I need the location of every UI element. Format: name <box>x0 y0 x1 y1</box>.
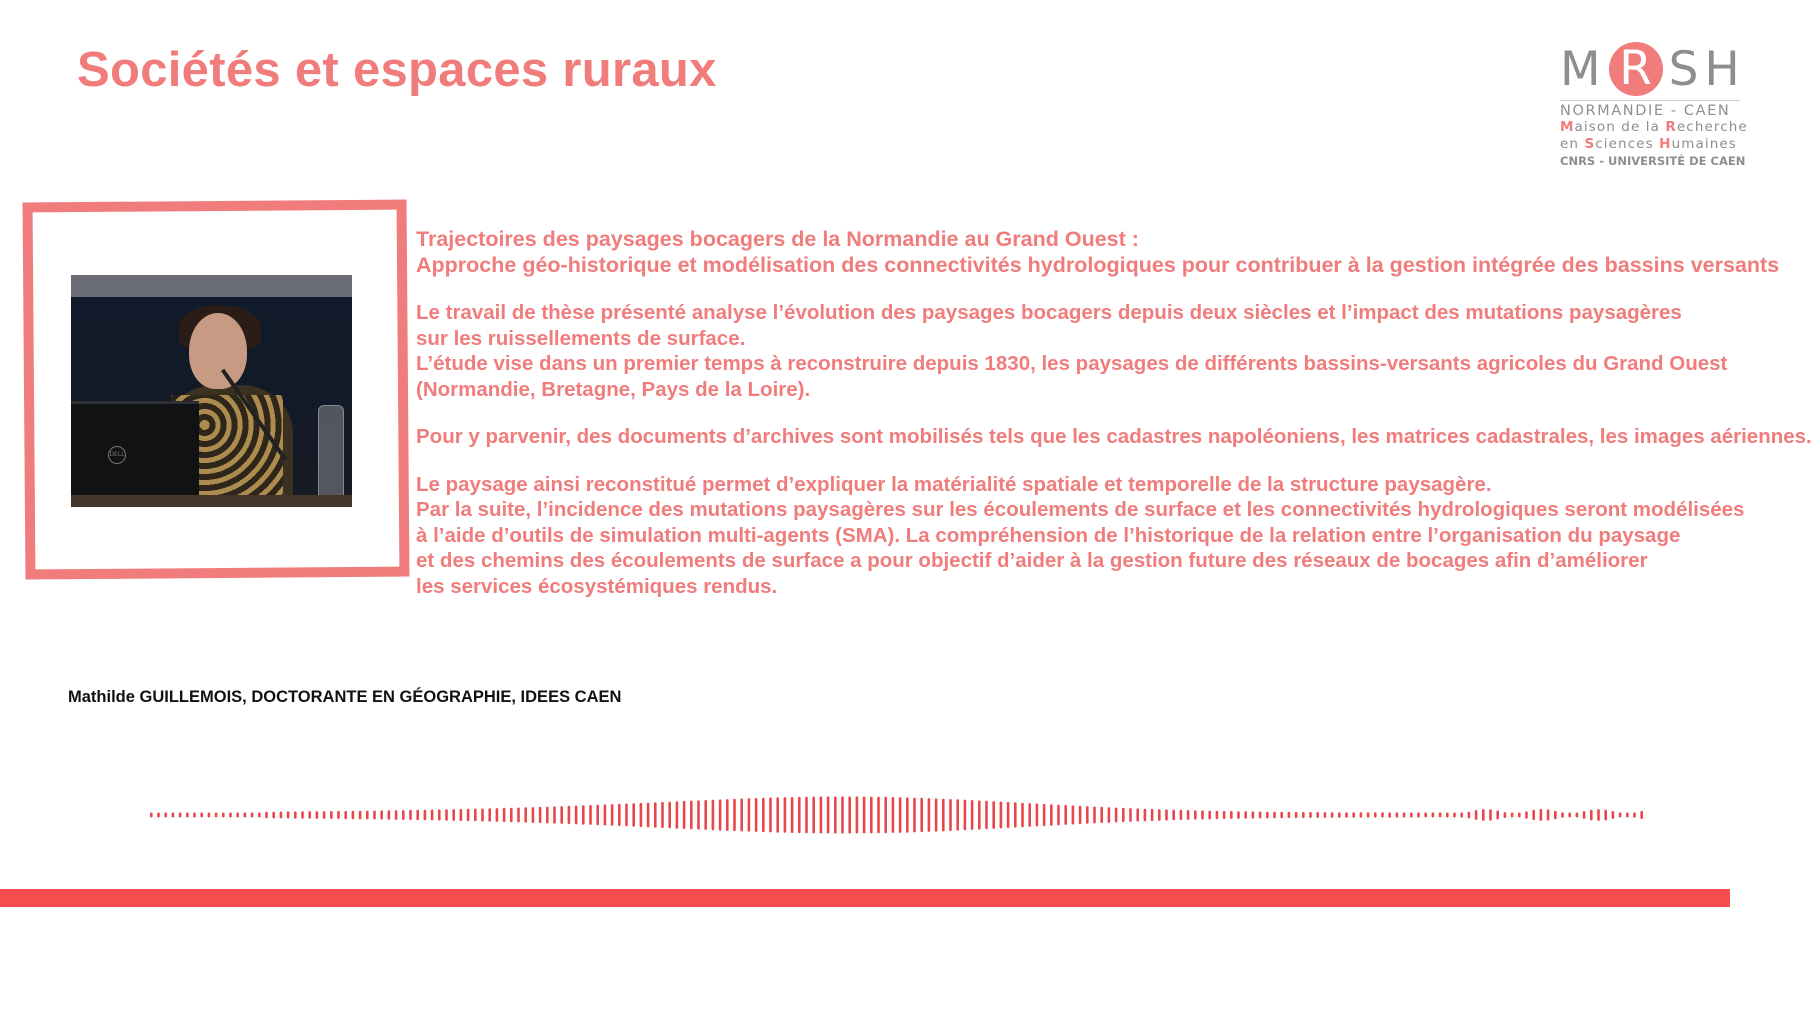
waveform-bar <box>1158 809 1161 821</box>
waveform-bar <box>481 809 484 822</box>
waveform-bar <box>344 811 347 819</box>
waveform-bar <box>1424 812 1427 817</box>
waveform-bar <box>1064 805 1067 825</box>
waveform-bar <box>1403 812 1406 817</box>
waveform-bar <box>1172 810 1175 821</box>
waveform-bar <box>539 807 542 823</box>
paragraph-line: à l’aide d’outils de simulation multi-agents (SMA). La compréhension de l’historique de la relation entre l’organisation du paysage <box>416 523 1681 547</box>
waveform-bar <box>1288 812 1291 818</box>
waveform-bar <box>503 808 506 822</box>
waveform-bar <box>1144 809 1147 822</box>
waveform-bar <box>1136 808 1139 821</box>
paragraph-2 <box>416 424 1812 450</box>
waveform-bar <box>654 802 657 828</box>
waveform-bar <box>1345 812 1348 818</box>
waveform-bar <box>1187 810 1190 820</box>
waveform-bar <box>445 809 448 821</box>
waveform-bar <box>719 799 722 830</box>
waveform-bar <box>222 813 225 818</box>
waveform-bar <box>1367 812 1370 817</box>
waveform-bar <box>640 803 643 827</box>
waveform-bar <box>1050 804 1053 826</box>
waveform-bar <box>877 797 880 834</box>
waveform-bar <box>740 799 743 832</box>
waveform-bar <box>892 797 895 833</box>
waveform-bar <box>956 799 959 830</box>
waveform-bar <box>1007 802 1010 828</box>
waveform-bar <box>791 797 794 833</box>
waveform-bar <box>978 800 981 829</box>
logo-line-2: en Sciences Humaines <box>1560 136 1737 152</box>
logo-line-1: Maison de la Recherche <box>1560 119 1748 135</box>
logo-r-circle: R <box>1609 42 1663 96</box>
speaker-caption: Mathilde GUILLEMOIS, DOCTORANTE EN GÉOGRAPHIE, IDEES CAEN <box>68 688 622 706</box>
waveform-bar <box>949 799 952 831</box>
waveform-bar <box>1086 806 1089 824</box>
waveform-bar <box>460 809 463 821</box>
waveform-bar <box>1482 809 1485 821</box>
waveform-bar <box>1439 812 1442 817</box>
waveform-bar <box>424 810 427 821</box>
waveform-bar <box>1554 811 1557 820</box>
waveform-bar <box>416 810 419 820</box>
waveform-bar <box>683 801 686 829</box>
waveform-bar <box>1388 812 1391 817</box>
waveform-bar <box>632 803 635 827</box>
waveform-bar <box>848 796 851 833</box>
waveform-bar <box>697 800 700 829</box>
waveform-bar <box>1410 812 1413 817</box>
waveform-bar <box>200 813 203 818</box>
paragraph-line: sur les ruissellements de surface. <box>416 326 746 350</box>
waveform-bar <box>517 808 520 823</box>
waveform-bar <box>352 811 355 820</box>
waveform-bar <box>661 802 664 828</box>
paragraph-line: Pour y parvenir, des documents d’archives sont mobilisés tels que les cadastres napoléoniens, les matrices cadastrales, les images aériennes. <box>416 425 1812 448</box>
waveform-bar <box>431 810 434 821</box>
waveform-bar <box>1597 809 1600 821</box>
waveform-bar <box>964 800 967 831</box>
waveform-bar <box>913 798 916 833</box>
waveform-bar <box>1511 813 1514 818</box>
waveform-bar <box>575 806 578 825</box>
waveform-bar <box>1093 807 1096 824</box>
paragraph-1 <box>416 300 1812 402</box>
waveform-bar <box>928 798 931 832</box>
waveform-bar <box>294 811 297 818</box>
waveform-bar <box>1324 812 1327 818</box>
waveform-bar <box>359 811 362 820</box>
waveform-bar <box>748 798 751 832</box>
logo-subtitle: NORMANDIE - CAEN <box>1560 100 1740 119</box>
waveform-bar <box>208 813 211 818</box>
paragraph-line: et des chemins des écoulements de surface a pour objectif d’aider à la gestion future des réseaux de bocages afin d’améliorer <box>416 549 1648 572</box>
logo-footer: CNRS - UNIVERSITÉ DE CAEN <box>1560 154 1746 168</box>
waveform-bar <box>1460 813 1463 818</box>
waveform-bar <box>1252 811 1255 818</box>
paragraph-line: les services écosystémiques rendus. <box>416 574 778 598</box>
waveform-bar <box>467 809 470 821</box>
waveform-bar <box>899 797 902 833</box>
waveform-bar <box>1316 812 1319 818</box>
logo-mark <box>1560 42 1750 98</box>
waveform-bar <box>762 798 765 833</box>
waveform-bar <box>1590 810 1593 821</box>
laptop-brand: DELL <box>108 446 126 464</box>
waveform-bar <box>834 796 837 833</box>
paragraph-line: Le travail de thèse présenté analyse l’évolution des paysages bocagers depuis deux siècles et l’impact des mutations paysagères <box>416 301 1682 324</box>
waveform-bar <box>560 806 563 824</box>
waveform-bar <box>179 813 182 818</box>
waveform-bar <box>625 804 628 827</box>
waveform-bar <box>582 805 585 824</box>
waveform-bar <box>1165 809 1168 820</box>
waveform-bar <box>1640 811 1643 819</box>
paragraph-3 <box>416 472 1812 600</box>
waveform-bar <box>330 811 333 819</box>
waveform-bar <box>1100 807 1103 823</box>
waveform-bar <box>366 811 369 820</box>
waveform-bar <box>1122 808 1125 822</box>
waveform-bar <box>1237 811 1240 819</box>
paragraph-line: L’étude vise dans un premier temps à reconstruire depuis 1830, les paysages de différents bassins-versants agricoles du Grand Ouest <box>416 352 1728 375</box>
waveform-bar <box>532 807 535 823</box>
waveform-bar <box>510 808 513 823</box>
waveform-bar <box>1043 804 1046 826</box>
waveform-bar <box>1468 812 1471 819</box>
waveform-bar <box>1576 813 1579 818</box>
waveform-bar <box>287 811 290 818</box>
waveform-bar <box>1525 811 1528 818</box>
waveform-bar <box>589 805 592 825</box>
waveform-bar <box>1021 803 1024 828</box>
waveform-bar <box>690 801 693 830</box>
waveform-bar <box>870 797 873 834</box>
waveform-bar <box>1338 812 1341 818</box>
speaker-video[interactable] <box>71 275 352 507</box>
waveform-bar <box>1151 809 1154 821</box>
waveform-bar <box>1201 810 1204 819</box>
waveform-bar <box>1381 812 1384 817</box>
waveform-bar <box>388 810 391 820</box>
waveform-bar <box>438 809 441 820</box>
waveform-bar <box>1432 812 1435 817</box>
waveform-bar <box>1568 813 1571 818</box>
waveform-bar <box>1057 805 1060 826</box>
description-block <box>416 226 1812 599</box>
waveform-bar <box>712 800 715 831</box>
waveform-bar <box>409 810 412 820</box>
waveform-bar <box>1223 811 1226 819</box>
heading-line-1: Trajectoires des paysages bocagers de la Normandie au Grand Ouest : <box>416 227 1139 251</box>
waveform-bar <box>1547 809 1550 820</box>
water-bottle-icon <box>318 405 344 505</box>
waveform-bar <box>1352 812 1355 818</box>
waveform-bar <box>1014 802 1017 827</box>
waveform-bar <box>827 796 830 833</box>
waveform-bar <box>1309 812 1312 818</box>
waveform-bar <box>308 811 311 819</box>
waveform-bar <box>488 808 491 821</box>
waveform-bar <box>215 813 218 818</box>
waveform-bar <box>157 813 160 818</box>
waveform-bar <box>611 804 614 826</box>
waveform-bars <box>150 796 1643 833</box>
waveform-bar <box>373 811 376 820</box>
waveform-bar <box>1417 812 1420 817</box>
waveform-bar <box>676 801 679 829</box>
waveform-bar <box>769 798 772 833</box>
waveform-bar <box>733 799 736 831</box>
waveform-bar <box>704 800 707 830</box>
waveform-bar <box>1396 812 1399 817</box>
waveform-bar <box>1619 812 1622 817</box>
progress-bar[interactable] <box>0 889 1730 907</box>
waveform-bar <box>884 797 887 833</box>
waveform-bar <box>1280 812 1283 819</box>
waveform-bar <box>1331 812 1334 818</box>
waveform-bar <box>1453 813 1456 818</box>
waveform-bar <box>1604 810 1607 821</box>
waveform-bar <box>172 813 175 818</box>
waveform-bar <box>1360 812 1363 817</box>
waveform-bar <box>1475 810 1478 820</box>
waveform-bar <box>1273 812 1276 819</box>
waveform-bar <box>452 809 455 821</box>
waveform-bar <box>1626 813 1629 818</box>
paragraph-line: (Normandie, Bretagne, Pays de la Loire). <box>416 377 811 401</box>
waveform-bar <box>985 801 988 830</box>
waveform-bar <box>1302 812 1305 818</box>
waveform-bar <box>301 811 304 818</box>
waveform-bar <box>280 812 283 819</box>
waveform-bar <box>820 797 823 834</box>
waveform-bar <box>776 797 779 832</box>
waveform-bar <box>236 813 239 818</box>
logo-letters-sh: SH <box>1668 42 1746 97</box>
waveform-bar <box>546 807 549 824</box>
waveform-bar <box>1540 809 1543 821</box>
waveform-bar <box>229 813 232 818</box>
waveform-bar <box>618 804 621 826</box>
waveform-bar <box>1561 812 1564 818</box>
waveform-bar <box>1036 804 1039 827</box>
waveform-bar <box>1504 812 1507 818</box>
waveform-bar <box>316 811 319 819</box>
waveform-bar <box>337 811 340 819</box>
waveform-bar <box>474 809 477 822</box>
waveform-bar <box>726 799 729 831</box>
waveform-bar <box>596 805 599 826</box>
waveform-bar <box>1518 813 1521 818</box>
mrsh-logo <box>1560 42 1750 169</box>
waveform-bar <box>272 812 275 819</box>
waveform-bar <box>1633 812 1636 817</box>
waveform-bar <box>755 798 758 832</box>
paragraph-line: Par la suite, l’incidence des mutations paysagères sur les écoulements de surface et les connectivités hydrologiques seront modélisées <box>416 498 1745 521</box>
waveform-bar <box>568 806 571 824</box>
waveform-bar <box>1079 806 1082 824</box>
paragraph-line: Le paysage ainsi reconstitué permet d’expliquer la matérialité spatiale et temporelle de la structure paysagère. <box>416 472 1492 496</box>
waveform-bar <box>258 813 261 818</box>
waveform-bar <box>251 813 254 818</box>
waveform-bar <box>524 807 527 822</box>
waveform-bar <box>647 803 650 828</box>
waveform-bar <box>1115 808 1118 823</box>
waveform-bar <box>1028 803 1031 827</box>
waveform-bar <box>1496 811 1499 820</box>
waveform-bar <box>906 797 909 832</box>
waveform-bar <box>992 801 995 829</box>
waveform-bar <box>553 806 556 823</box>
waveform-bar <box>805 797 808 834</box>
waveform-bar <box>856 796 859 833</box>
waveform-bar <box>1583 811 1586 819</box>
waveform-bar <box>496 808 499 822</box>
waveform-bar <box>193 813 196 818</box>
waveform-bar <box>1244 811 1247 818</box>
waveform-bar <box>1266 812 1269 819</box>
waveform-bar <box>1532 810 1535 820</box>
waveform-bar <box>935 798 938 831</box>
waveform-bar <box>784 797 787 833</box>
laptop-icon <box>71 401 199 507</box>
waveform-bar <box>1446 813 1449 818</box>
waveform-bar <box>1612 811 1615 819</box>
waveform-bar <box>668 802 671 829</box>
waveform-bar <box>1216 811 1219 820</box>
waveform-bar <box>244 813 247 818</box>
waveform-bar <box>920 798 923 832</box>
waveform-bar <box>812 797 815 834</box>
heading-line-2: Approche géo-historique et modélisation des connectivités hydrologiques pour contribuer à la gestion intégrée des bassins versants <box>416 253 1780 277</box>
waveform-bar <box>323 811 326 819</box>
waveform-bar <box>863 797 866 834</box>
waveform-bar <box>798 797 801 833</box>
waveform-bar <box>1108 807 1111 823</box>
waveform-bar <box>380 810 383 819</box>
waveform-bar <box>1259 812 1262 819</box>
waveform-bar <box>164 813 167 818</box>
waveform-bar <box>1072 805 1075 824</box>
waveform-bar <box>841 796 844 833</box>
waveform-bar <box>1374 812 1377 817</box>
waveform-bar <box>942 799 945 832</box>
waveform-bar <box>186 813 189 818</box>
page-title: Sociétés et espaces ruraux <box>77 43 717 97</box>
waveform-bar <box>971 800 974 830</box>
waveform-bar <box>1230 811 1233 819</box>
waveform-bar <box>1194 810 1197 820</box>
waveform-bar <box>150 813 153 818</box>
logo-letter-m: M <box>1560 42 1607 97</box>
waveform-bar <box>1129 808 1132 822</box>
waveform-bar <box>1180 810 1183 820</box>
waveform-bar <box>402 810 405 820</box>
waveform-bar <box>1295 812 1298 818</box>
waveform-bar <box>265 812 268 819</box>
waveform-bar <box>1489 809 1492 820</box>
waveform-bar <box>1208 811 1211 820</box>
waveform-bar <box>395 810 398 820</box>
waveform-bar <box>1000 802 1003 829</box>
waveform-bar <box>604 804 607 825</box>
